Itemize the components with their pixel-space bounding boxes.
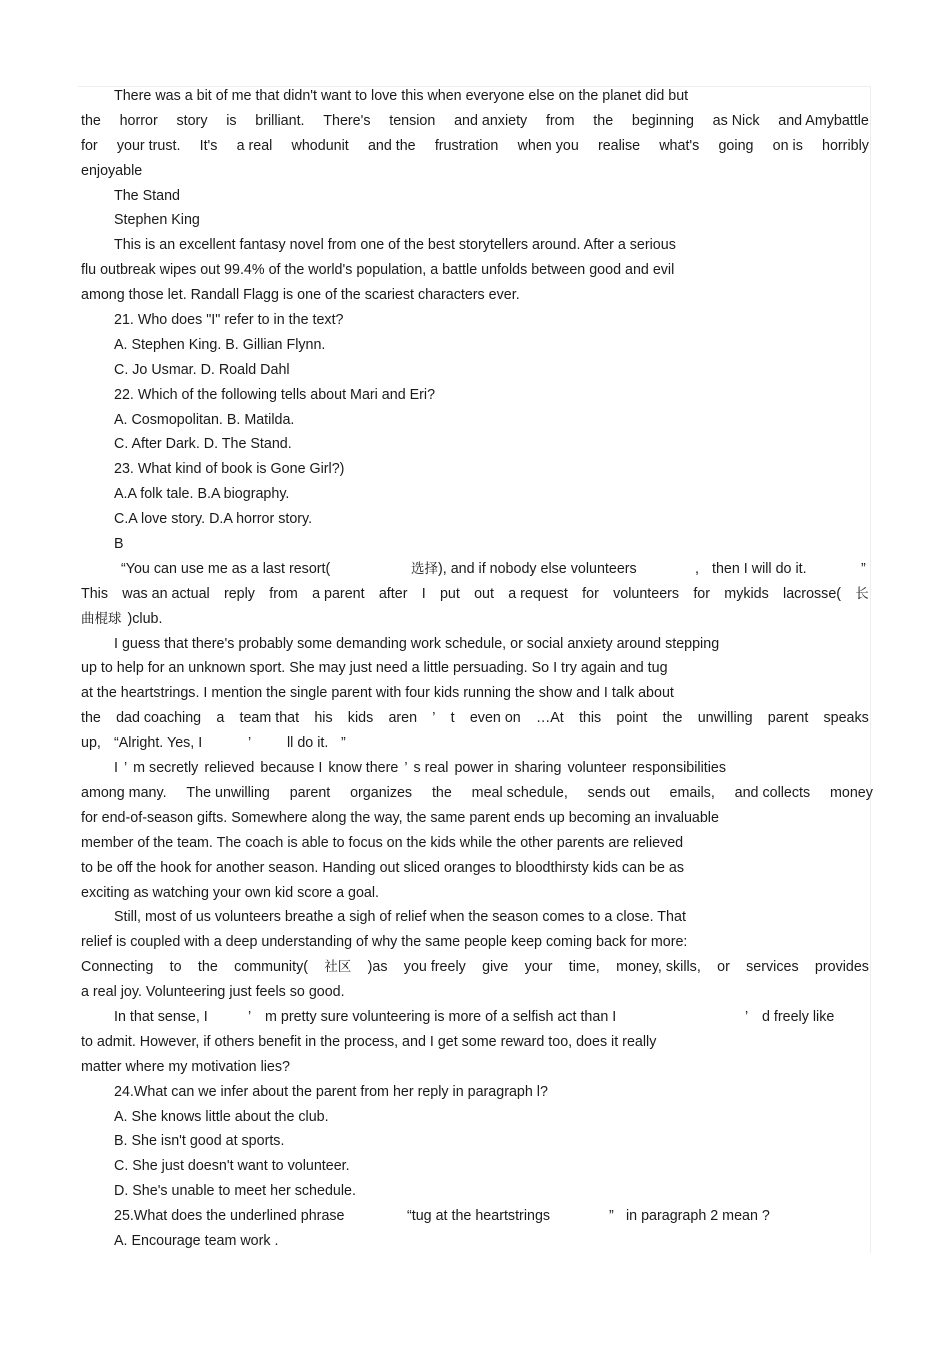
text-segment: 24.What can we infer about the parent from her reply in paragraph l? — [114, 1083, 548, 1100]
text-segment: A. Cosmopolitan. B. Matilda. — [114, 411, 295, 428]
text-line — [81, 308, 871, 333]
text-segment: a — [216, 710, 225, 727]
text-segment: kids — [347, 710, 374, 727]
text-line — [81, 233, 871, 258]
text-line — [81, 1030, 871, 1055]
text-line — [81, 1129, 871, 1154]
text-segment: “Alright. Yes, I — [114, 735, 203, 752]
text-segment: 25.What does the underlined phrase — [114, 1208, 345, 1225]
text-segment: the — [662, 710, 683, 727]
text-segment: frustration — [434, 137, 499, 154]
text-segment: money — [830, 784, 873, 801]
text-segment: In that sense, I — [114, 1008, 208, 1025]
text-segment: ll do it. — [287, 735, 329, 752]
text-line — [81, 706, 869, 731]
text-line — [81, 1080, 871, 1105]
text-segment: is — [226, 112, 237, 129]
text-segment: at the heartstrings. I mention the single parent with four kids running the show and I talk about — [81, 685, 674, 702]
text-segment: t — [450, 710, 455, 727]
text-segment: relieved — [204, 760, 255, 777]
text-segment: the — [197, 959, 218, 976]
text-line — [81, 258, 871, 283]
text-segment: community( — [234, 959, 308, 976]
text-segment: matter where my motivation lies? — [81, 1058, 290, 1075]
text-segment: you freely — [403, 959, 466, 976]
text-segment: There's — [323, 112, 371, 129]
text-segment: from — [269, 585, 298, 602]
text-segment: mykids — [724, 585, 769, 602]
text-segment: was an actual — [122, 585, 210, 602]
text-line — [81, 980, 871, 1005]
text-segment: the — [431, 784, 452, 801]
text-segment: It's — [199, 137, 218, 154]
text-segment: ’ — [123, 760, 128, 777]
text-segment: d freely like — [762, 1008, 835, 1025]
text-segment: give — [482, 959, 509, 976]
text-segment: for — [81, 137, 98, 154]
text-segment: to admit. However, if others benefit in the process, and I get some reward too, does it really — [81, 1033, 657, 1050]
text-segment: ), and if nobody else volunteers — [438, 560, 637, 577]
text-segment: This is an excellent fantasy novel from one of the best storytellers around. After a serious — [114, 237, 676, 254]
text-segment: the — [593, 112, 614, 129]
text-segment: realise — [597, 137, 641, 154]
text-segment: a parent — [312, 585, 365, 602]
text-segment: for — [582, 585, 599, 602]
text-segment: A. She knows little about the club. — [114, 1108, 329, 1125]
text-line — [81, 1105, 871, 1130]
text-segment: Connecting — [81, 959, 154, 976]
text-segment: your — [524, 959, 553, 976]
text-segment: whodunit — [291, 137, 349, 154]
text-segment: A. Encourage team work . — [114, 1232, 279, 1249]
text-line — [81, 681, 871, 706]
text-segment: I — [421, 585, 426, 602]
text-segment: dad coaching — [116, 710, 202, 727]
text-segment: “tug at the heartstrings — [407, 1208, 551, 1225]
text-segment: ” — [861, 560, 866, 577]
text-line — [81, 134, 869, 159]
text-segment: money, skills, — [616, 959, 701, 976]
text-segment: your trust. — [116, 137, 181, 154]
text-line — [81, 1229, 871, 1254]
text-segment: volunteer — [567, 760, 627, 777]
text-line — [81, 781, 873, 806]
text-segment: and Amybattle — [778, 112, 869, 129]
text-segment: when you — [517, 137, 579, 154]
text-line — [81, 731, 871, 756]
text-line — [81, 507, 871, 532]
text-segment: services — [746, 959, 799, 976]
text-line — [81, 1005, 871, 1030]
text-segment: C. Jo Usmar. D. Roald Dahl — [114, 361, 290, 378]
text-segment: in paragraph 2 mean ? — [626, 1208, 770, 1225]
text-segment: There was a bit of me that didn't want to love this when everyone else on the planet did but — [114, 88, 689, 104]
text-segment: for — [693, 585, 711, 602]
text-segment: s real — [413, 760, 449, 777]
text-segment: story — [176, 112, 208, 129]
text-line — [81, 955, 869, 980]
text-segment: know there — [328, 760, 399, 777]
text-segment: and anxiety — [454, 112, 528, 129]
text-segment: C.A love story. D.A horror story. — [114, 511, 313, 528]
text-line — [81, 881, 871, 906]
text-segment: member of the team. The coach is able to focus on the kids while the other parents are relieved — [81, 834, 684, 851]
text-line — [81, 831, 871, 856]
text-segment: put — [439, 585, 460, 602]
text-segment: flu outbreak wipes out 99.4% of the world's population, a battle unfolds between good and evil — [81, 262, 675, 279]
text-line — [81, 358, 871, 383]
text-segment: parent — [289, 784, 331, 801]
text-line — [81, 1179, 871, 1204]
text-line — [81, 532, 871, 557]
text-segment: )club. — [127, 610, 163, 627]
text-segment: provides — [814, 959, 869, 976]
text-line — [81, 607, 871, 632]
text-line — [81, 432, 871, 457]
text-segment: ” — [341, 735, 346, 752]
text-segment: because I — [260, 760, 323, 777]
text-segment: among many. — [81, 784, 167, 801]
text-line — [81, 383, 871, 408]
text-segment: unwilling — [697, 710, 753, 727]
text-line — [81, 756, 871, 781]
text-segment: This — [81, 585, 109, 602]
text-segment: the — [81, 112, 101, 129]
text-segment: parent — [767, 710, 809, 727]
text-segment: Stephen King — [114, 212, 200, 229]
text-segment: a request — [508, 585, 568, 602]
text-segment: 曲棍球 — [81, 610, 122, 627]
text-segment: sharing — [514, 760, 562, 777]
text-segment: lacrosse( — [783, 585, 842, 602]
text-line — [81, 184, 871, 209]
text-segment: and collects — [734, 784, 811, 801]
text-line — [81, 109, 869, 134]
text-segment: power in — [454, 760, 509, 777]
text-line — [81, 1154, 871, 1179]
text-line — [81, 582, 869, 607]
text-segment: his — [314, 710, 333, 727]
text-segment: )as — [367, 959, 388, 976]
text-segment: C. After Dark. D. The Stand. — [114, 436, 292, 453]
text-segment: 选择 — [411, 560, 438, 577]
text-line — [81, 1055, 871, 1080]
text-segment: and the — [367, 137, 416, 154]
text-segment: , — [695, 560, 699, 577]
text-line — [81, 333, 871, 358]
text-segment: exciting as watching your own kid score a goal. — [81, 884, 380, 901]
text-line — [81, 457, 871, 482]
text-segment: The Stand — [114, 187, 180, 204]
text-segment: I — [114, 760, 118, 777]
text-segment: 23. What kind of book is Gone Girl?) — [114, 461, 345, 478]
text-segment: even on — [469, 710, 521, 727]
text-segment: as Nick — [712, 112, 760, 129]
text-segment: 21. Who does "I" refer to in the text? — [114, 312, 344, 329]
text-segment: 长 — [855, 585, 869, 602]
text-segment: up, — [81, 735, 101, 752]
text-segment: ’ — [404, 760, 408, 777]
text-segment: horribly — [822, 137, 869, 154]
text-line — [81, 905, 871, 930]
text-segment: point — [616, 710, 648, 727]
text-segment: I guess that there's probably some demanding work schedule, or social anxiety around stepping — [114, 635, 720, 652]
text-segment: the — [81, 710, 101, 727]
text-segment: ’ — [248, 735, 252, 752]
text-segment: brilliant. — [255, 112, 305, 129]
text-line — [81, 557, 871, 582]
text-segment: A.A folk tale. B.A biography. — [114, 486, 290, 503]
text-segment: m pretty sure volunteering is more of a selfish act than I — [265, 1008, 617, 1025]
text-segment: what's — [659, 137, 700, 154]
text-segment: ” — [609, 1208, 614, 1225]
document-body — [81, 84, 871, 1254]
text-segment: to be off the hook for another season. Handing out sliced oranges to bloodthirsty kids can be as — [81, 859, 684, 876]
text-line — [81, 632, 871, 657]
text-segment: out — [474, 585, 494, 602]
text-segment: relief is coupled with a deep understanding of why the same people keep coming back for more: — [81, 934, 688, 951]
text-segment: B. She isn't good at sports. — [114, 1133, 285, 1150]
text-segment: a real — [236, 137, 273, 154]
text-segment: this — [578, 710, 602, 727]
text-segment: going — [718, 137, 754, 154]
text-segment: ’ — [432, 710, 436, 727]
text-segment: speaks — [823, 710, 869, 727]
text-segment: after — [378, 585, 408, 602]
text-segment: on is — [772, 137, 803, 154]
text-segment: ’ — [745, 1008, 749, 1025]
text-segment: “You can use me as a last resort( — [121, 560, 331, 577]
text-segment: or — [717, 959, 730, 976]
text-segment: The unwilling — [186, 784, 270, 801]
text-segment: a real joy. Volunteering just feels so good. — [81, 984, 345, 1001]
text-segment: among those let. Randall Flagg is one of the scariest characters ever. — [81, 287, 520, 304]
text-segment: Still, most of us volunteers breathe a sigh of relief when the season comes to a close. That — [114, 909, 686, 926]
text-segment: A. Stephen King. B. Gillian Flynn. — [114, 336, 326, 353]
text-segment: from — [545, 112, 575, 129]
text-segment: meal schedule, — [471, 784, 568, 801]
text-segment: time, — [568, 959, 600, 976]
text-line — [81, 806, 871, 831]
text-segment: up to help for an unknown sport. She may just need a little persuading. So I try again and tug — [81, 660, 668, 677]
text-line — [81, 930, 871, 955]
text-segment: emails, — [669, 784, 715, 801]
text-line — [81, 84, 871, 109]
text-segment: horror — [119, 112, 158, 129]
text-segment: m secretly — [133, 760, 199, 777]
text-segment: 社区 — [324, 959, 352, 976]
text-segment: responsibilities — [632, 760, 727, 777]
text-segment: volunteers — [613, 585, 680, 602]
text-segment: …At — [535, 710, 564, 727]
text-line — [81, 656, 871, 681]
text-line — [81, 283, 871, 308]
text-segment: tension — [389, 112, 436, 129]
text-segment: sends out — [587, 784, 650, 801]
text-segment: to — [169, 959, 182, 976]
text-segment: reply — [223, 585, 255, 602]
text-segment: beginning — [631, 112, 694, 129]
text-line — [81, 856, 871, 881]
text-segment: organizes — [350, 784, 413, 801]
text-segment: team that — [239, 710, 300, 727]
text-segment: ’ — [248, 1008, 252, 1025]
text-line — [81, 482, 871, 507]
text-line — [81, 208, 871, 233]
text-segment: for end-of-season gifts. Somewhere along the way, the same parent ends up becoming an invaluable — [81, 809, 719, 826]
text-segment: enjoyable — [81, 162, 143, 179]
text-segment: C. She just doesn't want to volunteer. — [114, 1158, 350, 1175]
text-segment: B — [114, 536, 124, 553]
text-line — [81, 1204, 871, 1229]
text-line — [81, 408, 871, 433]
text-segment: 22. Which of the following tells about Mari and Eri? — [114, 386, 436, 403]
text-segment: D. She's unable to meet her schedule. — [114, 1183, 356, 1200]
text-line — [81, 159, 871, 184]
text-segment: aren — [388, 710, 418, 727]
text-segment: then I will do it. — [712, 560, 807, 577]
